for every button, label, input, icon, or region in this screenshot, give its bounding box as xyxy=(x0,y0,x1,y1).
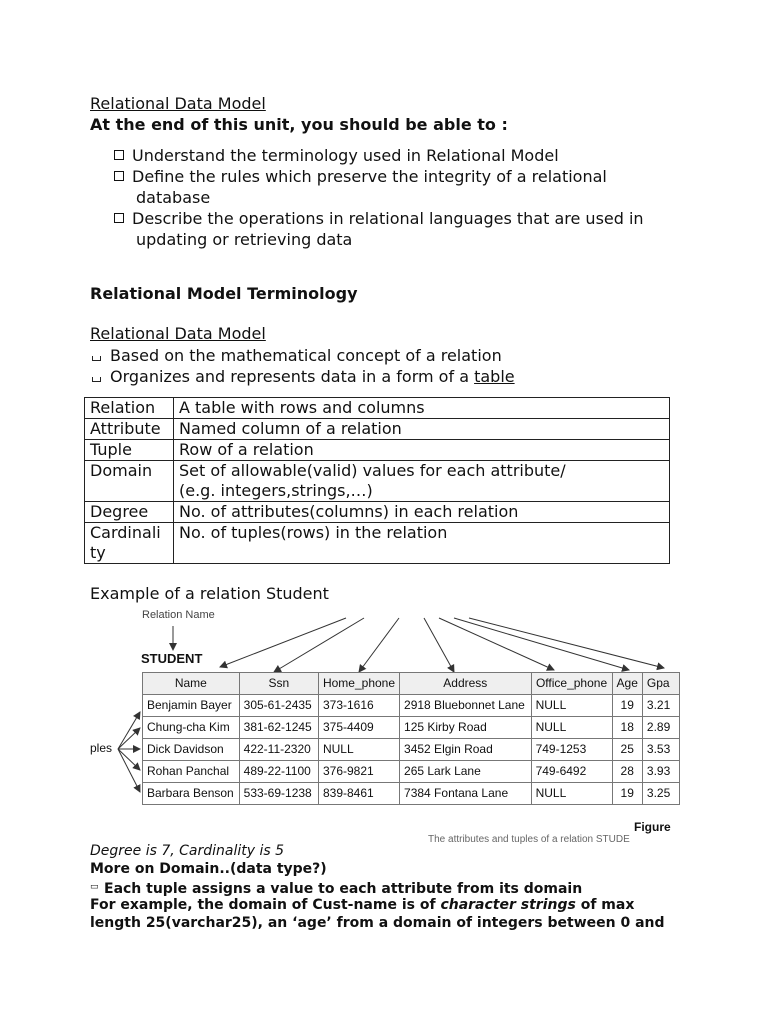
table-cell: 533-69-1238 xyxy=(239,783,318,805)
table-cell: Barbara Benson xyxy=(143,783,240,805)
column-header: Name xyxy=(143,673,240,695)
table-cell: 373-1616 xyxy=(318,695,399,717)
attribute-arrow-gpa xyxy=(469,618,664,668)
table-cell: 2.89 xyxy=(642,717,679,739)
terminology-heading: Relational Model Terminology xyxy=(90,284,358,303)
table-cell: 3.25 xyxy=(642,783,679,805)
domain-heading: More on Domain..(data type?) xyxy=(90,861,327,877)
example-caption: Example of a relation Student xyxy=(90,584,329,603)
table-cell: 28 xyxy=(612,761,642,783)
term-cell: Degree xyxy=(85,502,174,523)
attribute-arrow-office-phone xyxy=(439,618,554,670)
objective-item-continued: database xyxy=(136,188,211,207)
table-link-text: table xyxy=(474,367,515,386)
table-cell: NULL xyxy=(318,739,399,761)
definition-cell: A table with rows and columns xyxy=(174,398,670,419)
page-title: Relational Data Model xyxy=(90,94,266,113)
table-cell: NULL xyxy=(531,717,612,739)
table-cell: 3.93 xyxy=(642,761,679,783)
table-cell: 305-61-2435 xyxy=(239,695,318,717)
degree-cardinality-line: Degree is 7, Cardinality is 5 xyxy=(90,843,285,859)
table-row xyxy=(143,739,680,761)
table-cell: 375-4409 xyxy=(318,717,399,739)
table-row xyxy=(143,717,680,739)
bullet-icon xyxy=(92,377,101,382)
definition-cell: Row of a relation xyxy=(174,440,670,461)
bullet-icon: ▭ xyxy=(90,882,99,892)
table-cell: 125 Kirby Road xyxy=(400,717,532,739)
term-cell: Tuple xyxy=(85,440,174,461)
table-row xyxy=(85,523,670,564)
attribute-arrow-ssn xyxy=(274,618,364,672)
terminology-table xyxy=(84,397,670,564)
table-cell: Rohan Panchal xyxy=(143,761,240,783)
table-cell: NULL xyxy=(531,783,612,805)
attribute-arrow-address xyxy=(424,618,454,672)
terminology-bullet: Based on the mathematical concept of a relation xyxy=(92,345,502,366)
term-cell: Relation xyxy=(85,398,174,419)
table-cell: 3.53 xyxy=(642,739,679,761)
figure-label: Figure xyxy=(634,820,671,834)
relation-name-label: Relation Name xyxy=(142,609,215,621)
attribute-arrow-age xyxy=(454,618,629,670)
domain-example-line: For example, the domain of Cust-name is of character strings of max xyxy=(90,897,635,913)
column-header: Ssn xyxy=(239,673,318,695)
objectives-heading: At the end of this unit, you should be able to : xyxy=(90,115,508,134)
checkbox-icon xyxy=(114,150,124,160)
tuple-arrow xyxy=(118,749,140,770)
terminology-bullet: Organizes and represents data in a form of a table xyxy=(92,366,515,387)
tuple-arrow xyxy=(118,749,140,792)
objective-item: Understand the terminology used in Relational Model xyxy=(114,145,559,166)
table-row xyxy=(143,695,680,717)
column-header: Gpa xyxy=(642,673,679,695)
table-cell: 376-9821 xyxy=(318,761,399,783)
table-cell: NULL xyxy=(531,695,612,717)
column-header: Office_phone xyxy=(531,673,612,695)
objective-item: Define the rules which preserve the integrity of a relational xyxy=(114,166,607,187)
figure-caption-partial: The attributes and tuples of a relation STUDE xyxy=(428,834,630,845)
attribute-arrow-home-phone xyxy=(359,618,399,672)
definition-cell: Set of allowable(valid) values for each attribute/ (e.g. integers,strings,…) xyxy=(174,461,670,502)
table-cell: 749-6492 xyxy=(531,761,612,783)
domain-bullet: ▭ Each tuple assigns a value to each attribute from its domain xyxy=(90,878,582,898)
table-cell: 18 xyxy=(612,717,642,739)
table-cell: 381-62-1245 xyxy=(239,717,318,739)
table-cell: 265 Lark Lane xyxy=(400,761,532,783)
table-cell: 489-22-1100 xyxy=(239,761,318,783)
student-table xyxy=(142,672,680,805)
table-cell: 7384 Fontana Lane xyxy=(400,783,532,805)
term-cell: Attribute xyxy=(85,419,174,440)
table-row xyxy=(143,783,680,805)
table-header-row xyxy=(143,673,680,695)
objective-item: Describe the operations in relational languages that are used in xyxy=(114,208,644,229)
domain-example-line-2: length 25(varchar25), an ‘age’ from a domain of integers between 0 and xyxy=(90,915,665,931)
attribute-arrow-name xyxy=(220,618,346,667)
tuples-label: ples xyxy=(90,741,113,755)
table-row xyxy=(85,398,670,419)
table-row xyxy=(85,419,670,440)
table-cell: 839-8461 xyxy=(318,783,399,805)
checkbox-icon xyxy=(114,171,124,181)
column-header: Home_phone xyxy=(318,673,399,695)
column-header: Address xyxy=(400,673,532,695)
bullet-icon xyxy=(92,356,101,361)
term-cell: Cardinali ty xyxy=(85,523,174,564)
table-row xyxy=(143,761,680,783)
table-cell: Chung-cha Kim xyxy=(143,717,240,739)
table-cell: 3452 Elgin Road xyxy=(400,739,532,761)
table-row xyxy=(85,461,670,502)
objective-item-continued: updating or retrieving data xyxy=(136,230,353,249)
term-cell: Domain xyxy=(85,461,174,502)
table-cell: 19 xyxy=(612,783,642,805)
table-cell: 422-11-2320 xyxy=(239,739,318,761)
table-cell: Dick Davidson xyxy=(143,739,240,761)
table-cell: 749-1253 xyxy=(531,739,612,761)
checkbox-icon xyxy=(114,213,124,223)
table-row xyxy=(85,502,670,523)
table-cell: 2918 Bluebonnet Lane xyxy=(400,695,532,717)
table-cell: 25 xyxy=(612,739,642,761)
relation-title: STUDENT xyxy=(141,651,203,666)
table-cell: Benjamin Bayer xyxy=(143,695,240,717)
table-cell: 19 xyxy=(612,695,642,717)
table-row xyxy=(85,440,670,461)
definition-cell: No. of tuples(rows) in the relation xyxy=(174,523,670,564)
definition-cell: Named column of a relation xyxy=(174,419,670,440)
table-cell: 3.21 xyxy=(642,695,679,717)
student-table-clip xyxy=(142,672,680,810)
definition-cell: No. of attributes(columns) in each relation xyxy=(174,502,670,523)
column-header: Age xyxy=(612,673,642,695)
terminology-subheading: Relational Data Model xyxy=(90,324,266,343)
